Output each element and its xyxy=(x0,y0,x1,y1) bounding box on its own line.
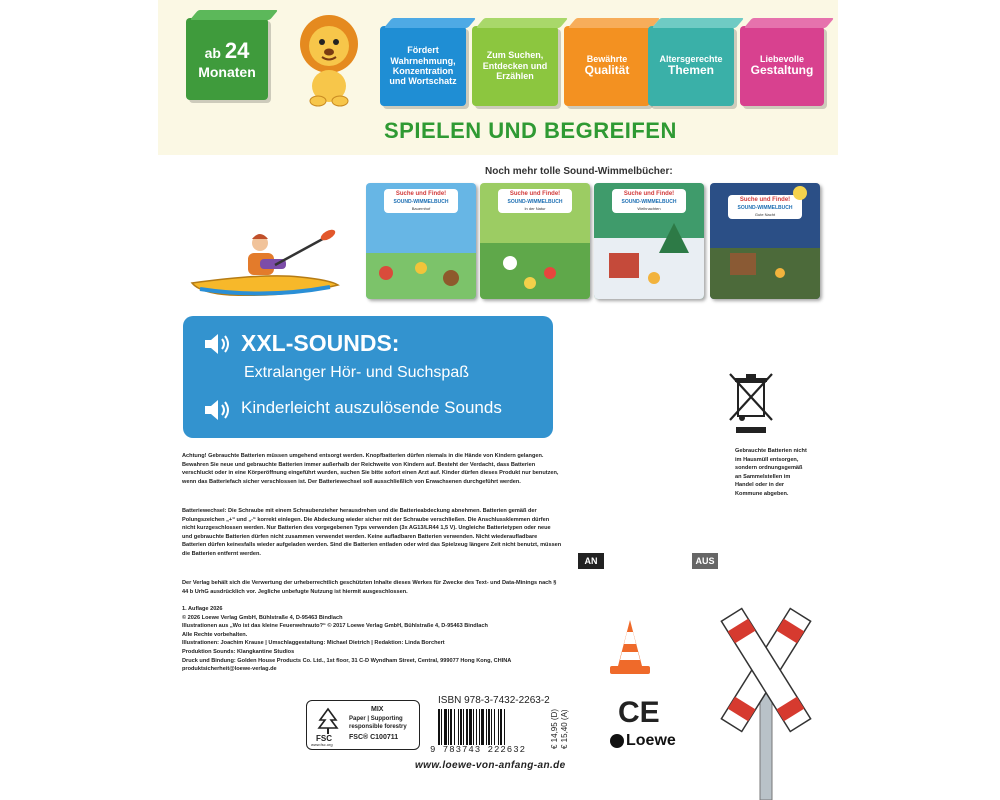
age-number: 24 xyxy=(224,38,250,64)
book-cover-1 xyxy=(366,183,476,299)
feature-5-line-1: Liebevolle xyxy=(759,53,804,64)
imprint-line: © 2026 Loewe Verlag GmbH, Bühlstraße 4, D-95463 Bindlach xyxy=(182,614,343,621)
cube-top xyxy=(190,10,278,20)
imprint-line: 1. Auflage 2026 xyxy=(182,606,223,612)
feature-4-line-1: Altersgerechte xyxy=(659,53,723,64)
imprint-line: Druck und Bindung: Golden House Products Co. Ltd., 1st floor, 31 C-D Wyndham Street, Central, 999077 Hong Kong, CHINA xyxy=(182,657,512,664)
railroad-crossing-illustration xyxy=(710,605,825,800)
feature-1-line-1: Fördert xyxy=(407,45,439,56)
barcode-block xyxy=(430,695,569,755)
barcode-bars xyxy=(438,709,548,745)
book-4-sub: SOUND-WIMMELBUCH xyxy=(737,205,793,211)
book-1-sub: SOUND-WIMMELBUCH xyxy=(393,199,449,205)
crossed-bin-icon xyxy=(728,372,774,434)
feature-1-line-2: Wahrnehmung, xyxy=(390,55,456,66)
speaker-icon xyxy=(203,398,233,422)
book-4-title: Suche und Finde! xyxy=(739,197,791,203)
book-3-theme: Weihnachten xyxy=(637,206,661,211)
feature-cube-3 xyxy=(564,26,650,106)
imprint-line: produktsicherheit@loewe-verlag.de xyxy=(182,666,277,673)
slogan: SPIELEN UND BEGREIFEN xyxy=(384,118,677,143)
imprint-line: Alle Rechte vorbehalten. xyxy=(182,631,248,638)
battery-warning: Achtung! Gebrauchte Batterien müssen umgehend entsorgt werden. Knopfbatterien dürfen niemals in die Hände von Kindern gelangen. Bewahren Sie neue und gebrauchte Batterien immer außerhalb der Reichweite von Kindern auf. Besteht der Verdacht, dass Batterien verschluckt oder in eine Körperöffnung eingeführt wurden, suchen Sie bitte sofort einen Arzt auf. Kinder dürfen dieses Produkt nur benutzen, wenn das Batteriefach sicher verschlossen ist. Der Batteriewechsel soll ausschließlich von Erwachsenen durchgeführt werden. xyxy=(182,453,559,485)
age-prefix: ab xyxy=(204,45,221,62)
book-2-sub: SOUND-WIMMELBUCH xyxy=(507,199,563,205)
switch-off-label: AUS xyxy=(692,553,718,569)
book-1-title: Suche und Finde! xyxy=(395,191,447,197)
publisher-logo xyxy=(610,732,676,750)
sound-feature-box xyxy=(183,316,553,438)
age-unit: Monaten xyxy=(198,63,256,80)
lion-illustration xyxy=(290,12,368,107)
battery-change-instructions: Batteriewechsel: Die Schraube mit einem Schraubenzieher herausdrehen und die Batterieabdeckung abnehmen. Batterien gemäß der Polungszeichen „+“ und „-“ korrekt einlegen. Die Abdeckung wieder sicher mit der Schraube verschließen. Die Anschlussklemmen dürfen nicht kurzgeschlossen werden. Nur Batterien des vorgegebenen Typs verwenden (3x AG13/LR44 1,5 V). Ungleiche Batterietypen oder neue und gebrauchte Batterien dürfen nicht zusammen verwendet werden. Keine aufladbaren Batterien verwenden. Nicht wiederaufladbare Batterien dürfen keinesfalls wieder aufgeladen werden. Sind die Batterien entladen oder wird das Spielzeug längere Zeit nicht benutzt, müssen die Batterien entfernt werden. xyxy=(182,508,562,557)
website-url: www.loewe-von-anfang-an.de xyxy=(415,760,566,771)
more-books-heading: Noch mehr tolle Sound-Wimmelbücher: xyxy=(485,166,673,177)
feature-3-line-1: Bewährte xyxy=(586,53,628,64)
book-2-title: Suche und Finde! xyxy=(509,191,561,197)
imprint-line: Illustrationen aus „Wo ist das kleine Feuerwehrauto?“ © 2017 Loewe Verlag GmbH, Bühlstraße 4, D-95463 Bindlach xyxy=(182,623,488,630)
fsc-tree-icon xyxy=(313,706,343,736)
traffic-cone-illustration xyxy=(608,618,652,678)
feature-cube-2 xyxy=(472,26,558,106)
feature-cube-5 xyxy=(740,26,824,106)
sound-line-2: Extralanger Hör- und Suchspaß xyxy=(244,364,469,381)
feature-cube-4 xyxy=(648,26,734,106)
speaker-icon xyxy=(203,332,233,356)
book-cover-2 xyxy=(480,183,590,299)
book-4-theme: Gute Nacht xyxy=(754,212,776,217)
feature-2-line-3: Erzählen xyxy=(496,71,534,82)
feature-2-line-1: Zum Suchen, xyxy=(486,50,544,61)
book-cover-4 xyxy=(710,183,820,299)
imprint xyxy=(182,605,562,674)
fsc-site: www.fsc.org xyxy=(311,742,333,747)
feature-1-line-4: und Wortschatz xyxy=(389,76,457,87)
isbn-text: ISBN 978-3-7432-2263-2 xyxy=(438,695,550,706)
loewe-lion-icon xyxy=(610,734,624,748)
barcode-bar xyxy=(505,709,506,745)
book-3-title: Suche und Finde! xyxy=(623,191,675,197)
feature-2-line-2: Entdecken und xyxy=(482,60,548,71)
feature-4-line-2: Themen xyxy=(667,63,714,78)
feature-1-line-3: Konzentration xyxy=(392,66,454,76)
fsc-code: FSC® C100711 xyxy=(349,734,399,741)
book-2-theme: In der Natur xyxy=(524,206,546,211)
book-1-theme: Bauernhof xyxy=(411,206,431,211)
imprint-line: Illustrationen: Joachim Krause | Umschlaggestaltung: Michael Dietrich | Redaktion: Linda Borchert xyxy=(182,640,445,647)
price-d: € 14,95 (D) xyxy=(550,708,559,749)
feature-3-line-2: Qualität xyxy=(584,63,630,78)
fsc-line-1: Paper | Supporting xyxy=(349,716,403,722)
switch-on-label: AN xyxy=(578,553,604,569)
sound-line-3: Kinderleicht auszulösende Sounds xyxy=(241,398,502,417)
price-a: € 15,40 (A) xyxy=(560,709,569,749)
fsc-label xyxy=(306,700,420,750)
fsc-logo-text: FSC xyxy=(316,734,332,743)
battery-disposal-text: Gebrauchte Batterien nicht im Hausmüll entsorgen, sondern ordnungsgemäß an Sammelstellen im Handel oder in der Kommune abgeben. xyxy=(735,448,807,497)
feature-5-line-2: Gestaltung xyxy=(750,63,814,78)
kayak-illustration xyxy=(190,225,340,305)
ce-mark: CE xyxy=(618,696,660,729)
book-cover-3 xyxy=(594,183,704,299)
barcode-digits: 9 783743 222632 xyxy=(430,745,527,755)
fsc-line-2: responsible forestry xyxy=(349,724,407,730)
imprint-line: Produktion Sounds: Klangkantine Studios xyxy=(182,648,295,655)
tdm-notice: Der Verlag behält sich die Verwertung der urheberrechtlich geschützten Inhalte dieses Werkes für Zwecke des Text- und Data-Minings nach § 44 b UrhG ausdrücklich vor. Jegliche unbefugte Nutzung ist hiermit ausgeschlossen. xyxy=(182,580,557,595)
publisher-name: Loewe xyxy=(626,732,676,749)
feature-cube-1 xyxy=(380,26,466,106)
book-3-sub: SOUND-WIMMELBUCH xyxy=(621,199,677,205)
age-cube xyxy=(186,18,268,100)
fsc-mix: MIX xyxy=(371,706,384,713)
sound-title: XXL-SOUNDS: xyxy=(241,330,400,356)
